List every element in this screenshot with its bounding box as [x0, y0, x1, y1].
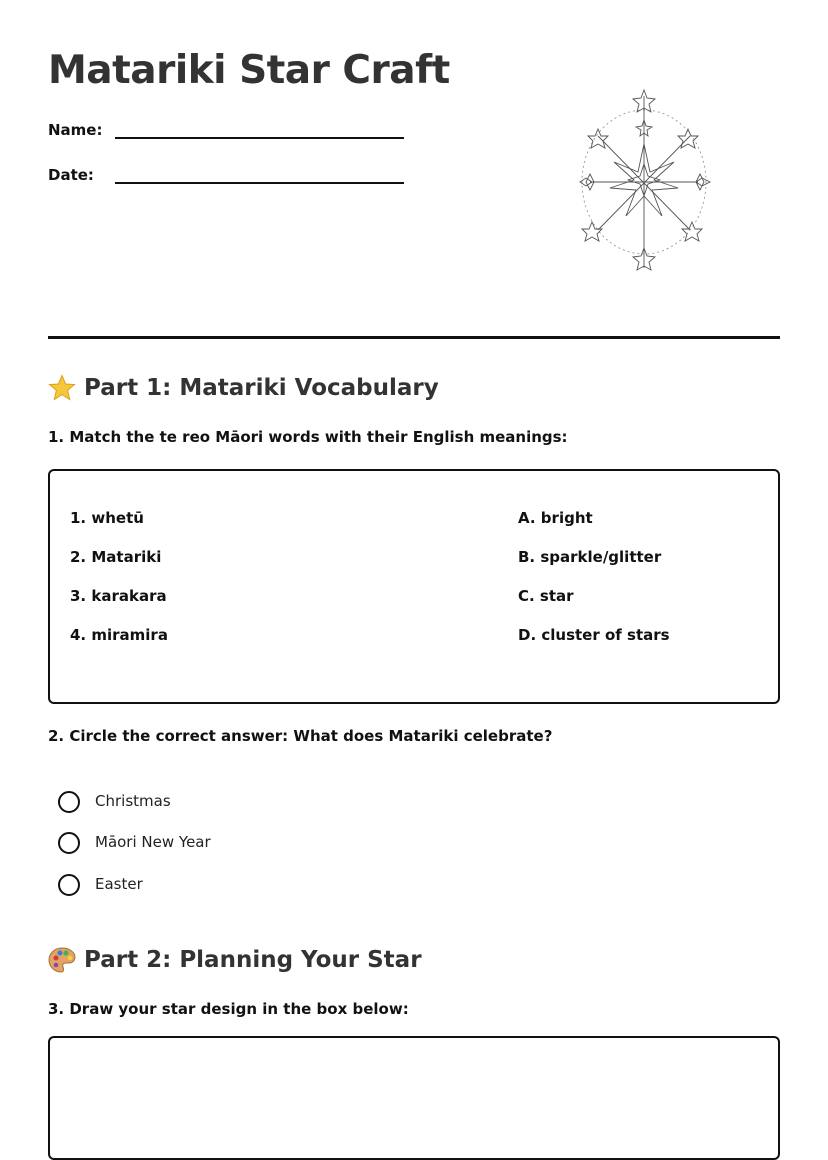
- date-field: [48, 162, 404, 184]
- section-divider: [48, 336, 780, 339]
- option-label: Christmas: [95, 792, 171, 810]
- match-meaning: D. cluster of stars: [518, 626, 670, 644]
- page-title: Matariki Star Craft: [48, 48, 450, 93]
- question-3: 3. Draw your star design in the box below:: [48, 1000, 409, 1018]
- question-1: 1. Match the te reo Māori words with their English meanings:: [48, 428, 568, 446]
- name-input-line[interactable]: [115, 117, 404, 139]
- part1-heading: [48, 374, 439, 402]
- match-word: 4. miramira: [70, 626, 168, 644]
- palette-icon: [48, 946, 76, 974]
- match-meaning: C. star: [518, 587, 574, 605]
- radio-maori-new-year[interactable]: [58, 832, 80, 854]
- match-meaning: B. sparkle/glitter: [518, 548, 662, 566]
- part1-heading-text: Part 1: Matariki Vocabulary: [84, 375, 439, 401]
- name-field: [48, 117, 404, 139]
- option-label: Easter: [95, 875, 143, 893]
- part2-heading: [48, 946, 422, 974]
- date-input-line[interactable]: [115, 162, 404, 184]
- part2-heading-text: Part 2: Planning Your Star: [84, 947, 422, 973]
- drawing-box[interactable]: [48, 1036, 780, 1160]
- radio-christmas[interactable]: [58, 791, 80, 813]
- match-word: 1. whetū: [70, 509, 144, 527]
- match-meaning: A. bright: [518, 509, 593, 527]
- matching-box: [48, 469, 780, 704]
- radio-easter[interactable]: [58, 874, 80, 896]
- option-label: Māori New Year: [95, 833, 211, 851]
- match-word: 3. karakara: [70, 587, 167, 605]
- name-label: Name:: [48, 121, 103, 139]
- question-2: 2. Circle the correct answer: What does Matariki celebrate?: [48, 727, 553, 745]
- star-icon: [48, 374, 76, 402]
- match-word: 2. Matariki: [70, 548, 162, 566]
- snowflake-star-icon: [570, 84, 718, 274]
- date-label: Date:: [48, 166, 94, 184]
